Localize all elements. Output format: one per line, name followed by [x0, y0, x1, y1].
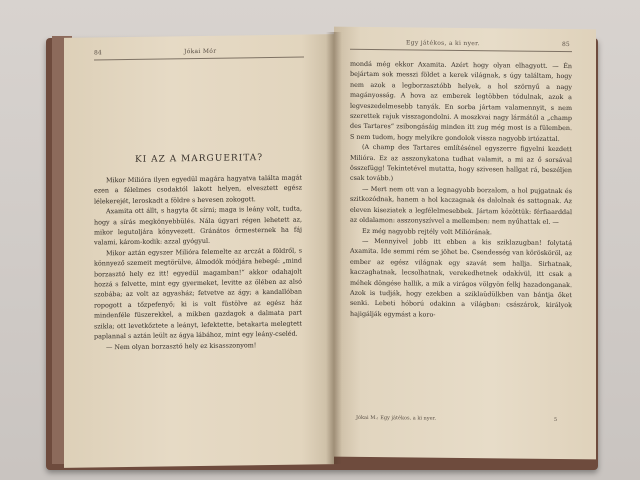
paragraph: Axamita ott állt, s hagyta őt sírni; maga is leány volt, tudta, hogy a sírás megkönyebbülés. Nála úgyari régen lehetett az, mikor legutoljára könyvezett. Gránátos őrmesternek ha fáj valami, károm-kodik: azzal gyógyul. — [94, 204, 302, 247]
paragraph: — Mennyivel jobb itt ebben a kis sziklazugban! folytatá Axamita. Ide semmi rém se jöhet be. Csendesség van körösköröl, az ember az egész világnak egy szavát sem hallja. Sirhatnak, kaczaghatnak, lecsolhatnak, verekedhetnek odakívül, itt csak a méhek döngése hallik, a mik a virágos völgyön felkj hazadonganak. Azok is tudják, hogy ezekben a sziklaüdülkben van bántja őket senki. Lebeti hóború odakinn a világban: császárok, királyok hajigálják egymást a koro- — [350, 236, 572, 319]
footer-signature: Jókai M.: Egy játékos, a ki nyer. — [356, 414, 436, 422]
signature-number: 5 — [554, 416, 558, 423]
left-page — [64, 34, 334, 468]
paragraph: Ez még nagyobb rejtély volt Miliórának. — [362, 226, 492, 236]
paragraph: mondá még ekkor Axamita. Azért hogy olyan elhagyott. — Én bejártam sok messzi földet a kerek világnak, s úgy találtam, hogy nem azok a legborzasztóbb helyek, a hol szörnyű a nagy magányosság. A hova az emberek legtöbben tódulnak, azok a legveszedelmesebb tanyák. En sorba jártam valamennyit, s nem szerettek rajuk visszagondolni. A moszkvai nagy lármától a „champ des Tartares“ zsibongásáig minden itt zug még most is a fülemben. S nem tudom, hogy melyikre gondolok vissza nagyobb irtózattal. — [350, 59, 572, 143]
left-folio: 84 — [94, 49, 102, 57]
paragraph: (A champ des Tartares említésénel egyszerre figyelni kezdett Milióra. Ez az asszonykatona tudhat valamit, a mi az ő sorsával összefügg! Tekintetével mutatta, hogy szivesen hallgat rá, beszéljen csak tovább.) — [350, 143, 572, 183]
left-header-rule — [94, 57, 304, 61]
paragraph: — Nem olyan borzasztó hely ez kisasszonyom! — [106, 340, 257, 351]
left-body-text — [94, 173, 302, 353]
right-body-text — [350, 59, 572, 321]
paragraph: — Mert nem ott van a legnagyobb borzalom, a hol pujgatnak és szitkozódnak, hanem a hol kaczagnak és dalolnak és sattognak. Az eleven kiseziatek a legfélelmesebbek. Jártam közöttük: férfiaarddal az oldalamon: asszonyszívvel a mellemben: nem nyűhattak el. — — [350, 184, 572, 227]
paragraph: Mikor Milióra ilyen egyedül magára hagyatva találta magát ezen a félelmes csodaktól lakott helyen, elvesztett egész lélekerejét, leroskadt a földre s hevesen zokogott. — [94, 173, 302, 206]
right-folio: 85 — [562, 41, 570, 49]
right-running-head: Egy játékos, a ki nyer. — [406, 39, 480, 48]
chapter-title: KI AZ A MARGUERITA? — [134, 153, 264, 165]
paragraph: Mikor aztán egyszer Milióra felemelte az arczát a földről, s könnyező szemeit megtörülve, álmodók módjára hebegé: „mind borzasztó hely ez itt! egyedül magamban!“ akkor odahajolt hozzá s felvette, mint egy gyermeket, levitte az ölében az alsó szobába; az volt az agyasház; fetvetve az ágy; a kandallóban ropogott a tőzpefenyő; ki is volt füstölve az egész ház mindenféle füszerekkel, a mikben gazdagok a dalmata part szikla; ott levetkőztete a leányt, lefektette, betakarta melegtett paplannal s aztán leült az ágya lábához, mint egy leány-cseléd. — [94, 246, 302, 341]
book-gutter-shadow — [326, 32, 342, 464]
right-header-rule — [350, 49, 572, 52]
left-running-head: Jókai Mór — [184, 47, 217, 56]
right-page — [334, 27, 596, 460]
